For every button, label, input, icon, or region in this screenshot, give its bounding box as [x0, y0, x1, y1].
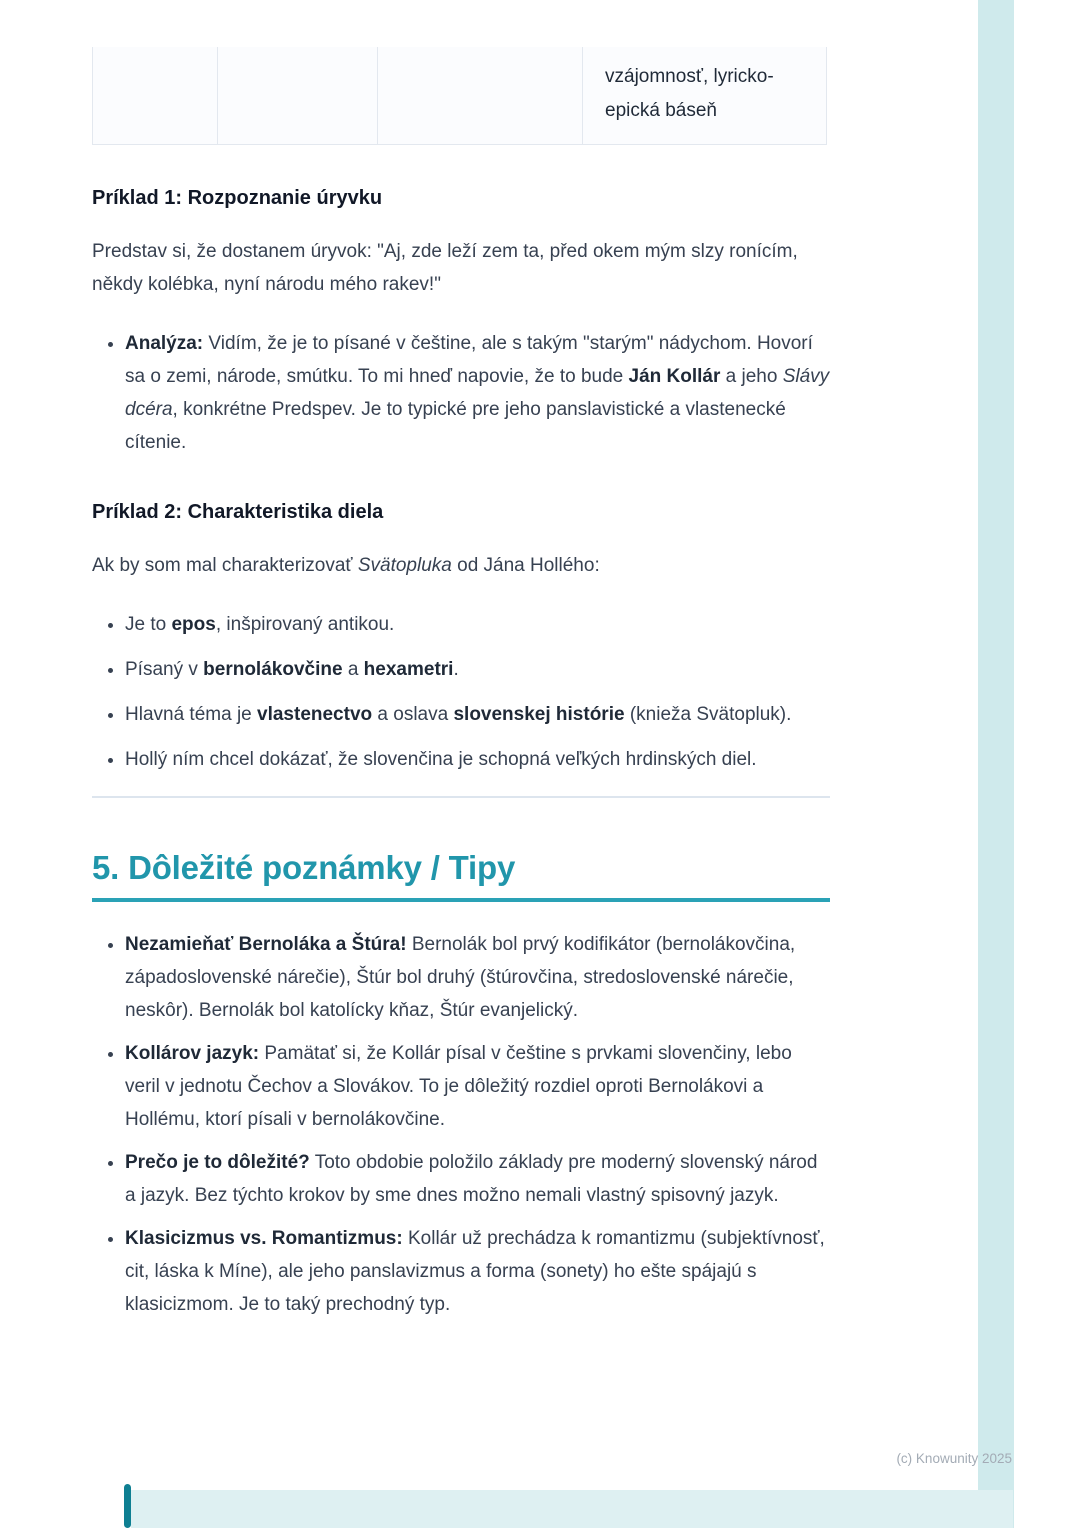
- quote-block-background: [131, 1490, 1013, 1528]
- bullet-item: • Hlavná téma je vlastenectvo a oslava slovenskej histórie (knieža Svätopluk).: [125, 698, 830, 731]
- bullet-item: • Kollárov jazyk: Pamätať si, že Kollár písal v češtine s prvkami slovenčiny, lebo veril v jednotu Čechov a Slovákov. To je dôležitý rozdiel oproti Bernolákovi a Hollému, ktorí písali v bernolákovčine.: [125, 1037, 830, 1136]
- table-cell: [217, 47, 377, 144]
- tips-list: [92, 928, 830, 1321]
- section-divider: [92, 796, 830, 798]
- quote-block-start: [124, 1484, 1013, 1528]
- quote-accent-bar: [124, 1484, 131, 1528]
- bullet-item: • Písaný v bernolákovčine a hexametri.: [125, 653, 830, 686]
- example2-intro: Ak by som mal charakterizovať Svätopluka od Jána Hollého:: [92, 555, 600, 576]
- copyright-note: (c) Knowunity 2025: [896, 1451, 1012, 1466]
- table-row-fragment: [92, 47, 827, 145]
- heading-underline: [92, 898, 830, 902]
- bullet-item: • Prečo je to dôležité? Toto obdobie položilo základy pre moderný slovenský národ a jazyk. Bez týchto krokov by sme dnes možno nemali vlastný spisovný jazyk.: [125, 1146, 830, 1212]
- bullet-item: • Klasicizmus vs. Romantizmus: Kollár už prechádza k romantizmu (subjektívnosť, cit, láska k Míne), ale jeho panslavizmus a forma (sonety) ho ešte spájajú s klasicizmom. Je to taký prechodný typ.: [125, 1222, 830, 1321]
- bullet-item: • Nezamieňať Bernoláka a Štúra! Bernolák bol prvý kodifikátor (bernolákovčina, západoslovenské nárečie), Štúr bol druhý (štúrovčina, stredoslovenské nárečie, neskôr). Bernolák bol katolícky kňaz, Štúr evanjelický.: [125, 928, 830, 1027]
- page-edge-stripe: [978, 0, 1014, 1528]
- example1-intro: Predstav si, že dostanem úryvok: "Aj, zde leží zem ta, před okem mým slzy ronícím, někdy kolébka, nyní národu mého rakev!": [92, 241, 798, 295]
- table-cell: [92, 47, 217, 144]
- example2-list: [92, 608, 830, 776]
- bullet-item: • Je to epos, inšpirovaný antikou.: [125, 608, 830, 641]
- table-cell: vzájomnosť, lyricko-epická báseň: [582, 47, 827, 144]
- document-content: [92, 0, 830, 1321]
- tips-heading: 5. Dôležité poznámky / Tipy: [92, 849, 516, 886]
- bullet-item: • Hollý ním chcel dokázať, že slovenčina je schopná veľkých hrdinských diel.: [125, 743, 830, 776]
- example2-heading: Príklad 2: Charakteristika diela: [92, 501, 384, 523]
- table-cell: [377, 47, 582, 144]
- bullet-item: • Analýza: Vidím, že je to písané v češtine, ale s takým "starým" nádychom. Hovorí sa o zemi, národe, smútku. To mi hneď napovie, že to bude Ján Kollár a jeho Slávy dcéra, konkrétne Predspev. Je to typické pre jeho panslavistické a vlastenecké cítenie.: [125, 327, 830, 459]
- example1-heading: Príklad 1: Rozpoznanie úryvku: [92, 187, 383, 209]
- example1-list: [92, 327, 830, 459]
